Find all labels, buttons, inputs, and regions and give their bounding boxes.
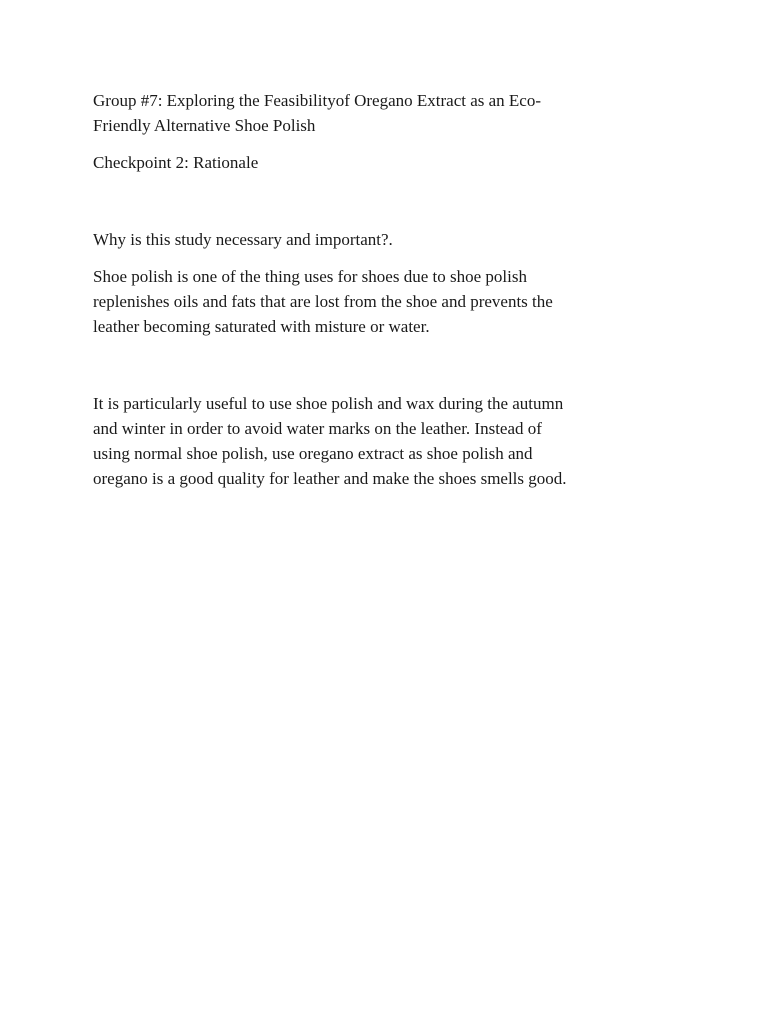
paragraph-line: It is particularly useful to use shoe polish and wax during the autumn — [93, 394, 564, 413]
paragraph-line: replenishes oils and fats that are lost from the shoe and prevents the — [93, 292, 553, 311]
paragraph-1 — [93, 264, 683, 339]
paragraph-line: oregano is a good quality for leather and make the shoes smells good. — [93, 469, 567, 488]
paragraph-line: leather becoming saturated with misture or water. — [93, 317, 430, 336]
question-text: Why is this study necessary and important?. — [93, 230, 393, 249]
paragraph-line: and winter in order to avoid water marks on the leather. Instead of — [93, 419, 542, 438]
document-title — [93, 88, 683, 138]
paragraph-line: Shoe polish is one of the thing uses for shoes due to shoe polish — [93, 267, 527, 286]
checkpoint-heading — [93, 150, 683, 175]
paragraph-line: using normal shoe polish, use oregano extract as shoe polish and — [93, 444, 533, 463]
title-line: Friendly Alternative Shoe Polish — [93, 116, 316, 135]
paragraph-2 — [93, 391, 683, 491]
question-heading — [93, 227, 683, 252]
title-line: Group #7: Exploring the Feasibilityof Oregano Extract as an Eco- — [93, 91, 542, 110]
checkpoint-text: Checkpoint 2: Rationale — [93, 153, 259, 172]
